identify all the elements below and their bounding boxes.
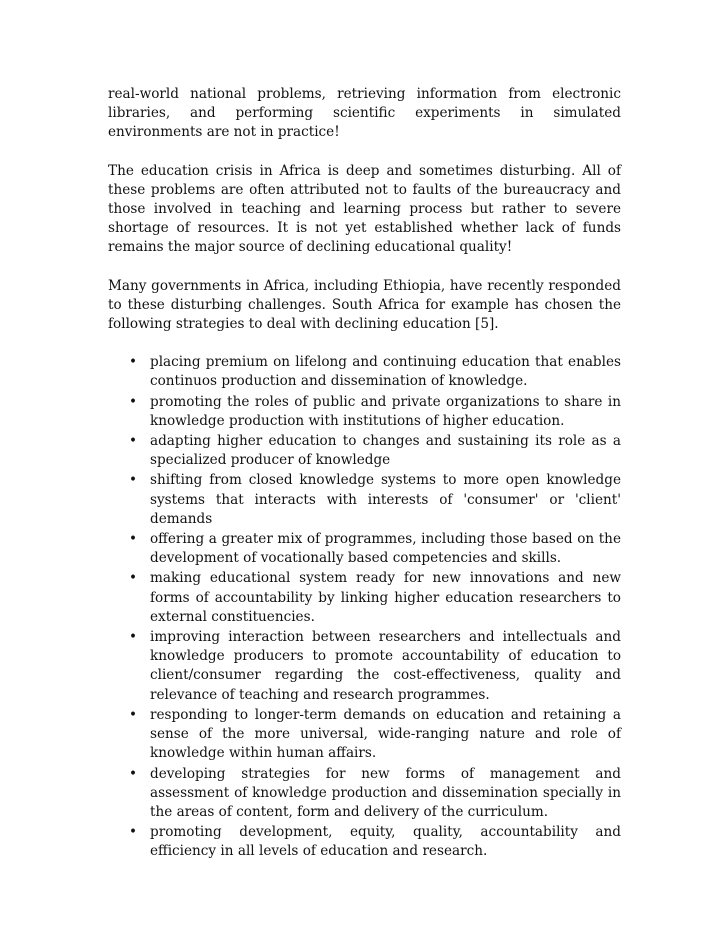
document-page xyxy=(108,85,621,863)
bullet-item xyxy=(108,823,621,861)
bullet-dot-icon: • xyxy=(129,824,138,841)
bullet-dot-icon: • xyxy=(129,433,138,450)
bullet-text: responding to longer-term demands on education and retaining a sense of the more universal, wide-ranging nature and role of knowledge within human affairs. xyxy=(150,706,621,762)
bullet-text: adapting higher education to changes and sustaining its role as a specialized producer of knowledge xyxy=(150,433,621,469)
bullet-item xyxy=(108,471,621,529)
bullet-dot-icon: • xyxy=(129,706,138,723)
bullet-text: developing strategies for new forms of management and assessment of knowledge production and dissemination specially in the areas of content, form and delivery of the curriculum. xyxy=(150,765,621,820)
bullet-item xyxy=(108,353,621,391)
bullet-dot-icon: • xyxy=(129,393,138,410)
bullet-text: placing premium on lifelong and continuing education that enables continuos production and dissemination of knowledge. xyxy=(150,354,621,390)
bullet-text: improving interaction between researchers and intellectuals and knowledge producers to promote accountability of education to client/consumer regarding the cost-effectiveness, quality and relevance of teaching and research programmes. xyxy=(150,629,621,703)
paragraph-education-crisis: The education crisis in Africa is deep and sometimes disturbing. All of these problems are often attributed not to faults of the bureaucracy and those involved in teaching and learning process but rather to severe shortage of resources. It is not yet established whether lack of funds remains the major source of declining educational quality! xyxy=(108,162,621,256)
bullet-dot-icon: • xyxy=(129,570,138,587)
bullet-dot-icon: • xyxy=(129,629,138,646)
bullet-text: promoting the roles of public and private organizations to share in knowledge production with institutions of higher education. xyxy=(150,393,621,429)
strategies-bullet-list xyxy=(108,353,621,861)
bullet-dot-icon: • xyxy=(129,765,138,782)
bullet-item xyxy=(108,628,621,705)
bullet-item xyxy=(108,765,621,823)
bullet-dot-icon: • xyxy=(129,531,138,548)
paragraph-governments-response: Many governments in Africa, including Ethiopia, have recently responded to these disturbing challenges. South Africa for example has chosen the following strategies to deal with declining education [5]. xyxy=(108,277,621,333)
bullet-text: shifting from closed knowledge systems to more open knowledge systems that interacts with interests of 'consumer' or 'client' demands xyxy=(150,472,621,527)
bullet-item xyxy=(108,432,621,470)
bullet-text: making educational system ready for new innovations and new forms of accountability by linking higher education researchers to external constituencies. xyxy=(150,570,621,625)
bullet-dot-icon: • xyxy=(129,354,138,371)
bullet-item xyxy=(108,393,621,431)
bullet-dot-icon: • xyxy=(129,472,138,489)
bullet-item xyxy=(108,706,621,764)
bullet-item xyxy=(108,569,621,627)
bullet-text: promoting development, equity, quality, accountability and efficiency in all levels of education and research. xyxy=(150,824,621,860)
paragraph-practice: real-world national problems, retrieving information from electronic libraries, and performing scientific experiments in simulated environments are not in practice! xyxy=(108,86,621,141)
bullet-item xyxy=(108,530,621,568)
bullet-text: offering a greater mix of programmes, including those based on the development of vocationally based competencies and skills. xyxy=(150,531,621,567)
